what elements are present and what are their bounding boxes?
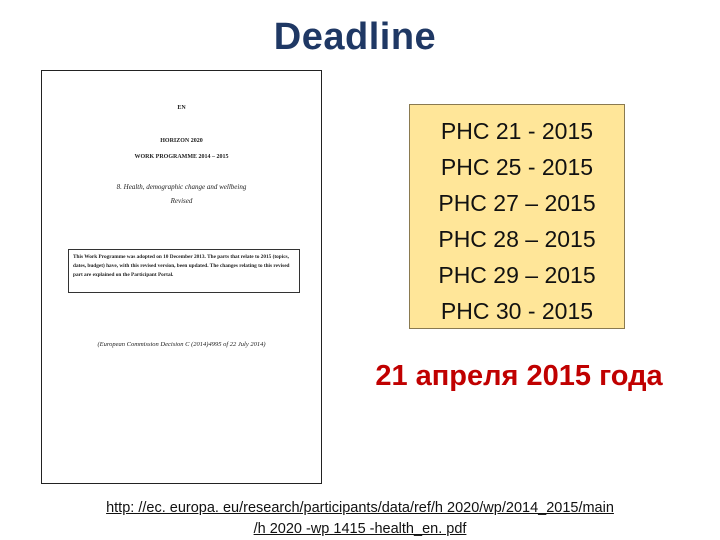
doc-decision: (European Commission Decision C (2014)4995 of 22 July 2014) <box>97 341 266 348</box>
doc-programme: HORIZON 2020 <box>160 138 203 144</box>
doc-notice: This Work Programme was adopted on 10 December 2013. The parts that relate to 2015 (topics, dates, budget) have, with this revised version, been updated. The changes relating to this revised part are explained on the Participant Portal. <box>68 249 300 293</box>
link-line-2[interactable]: /h 2020 -wp 1415 -health_en. pdf <box>253 521 467 537</box>
doc-subtitle: 8. Health, demographic change and wellbeing <box>116 183 247 191</box>
topic-code: PHC 27 – 2015 <box>438 190 596 216</box>
topic-code: PHC 25 - 2015 <box>440 154 594 180</box>
topic-codes-box <box>409 104 625 329</box>
document-thumbnail <box>41 70 322 484</box>
doc-status: Revised <box>170 197 193 205</box>
doc-language: EN <box>177 105 186 111</box>
topic-code: PHC 21 - 2015 <box>440 118 594 144</box>
topic-code: PHC 30 - 2015 <box>440 298 594 324</box>
deadline-date: 21 апреля 2015 года <box>375 360 663 392</box>
topic-code: PHC 28 – 2015 <box>438 226 596 252</box>
link-line-1[interactable]: http: //ec. europa. eu/research/participants/data/ref/h 2020/wp/2014_2015/main <box>106 500 614 516</box>
doc-work-programme: WORK PROGRAMME 2014 – 2015 <box>134 154 229 160</box>
topic-code: PHC 29 – 2015 <box>438 262 596 288</box>
slide-title: Deadline <box>273 16 437 58</box>
document-link[interactable] <box>40 498 680 540</box>
